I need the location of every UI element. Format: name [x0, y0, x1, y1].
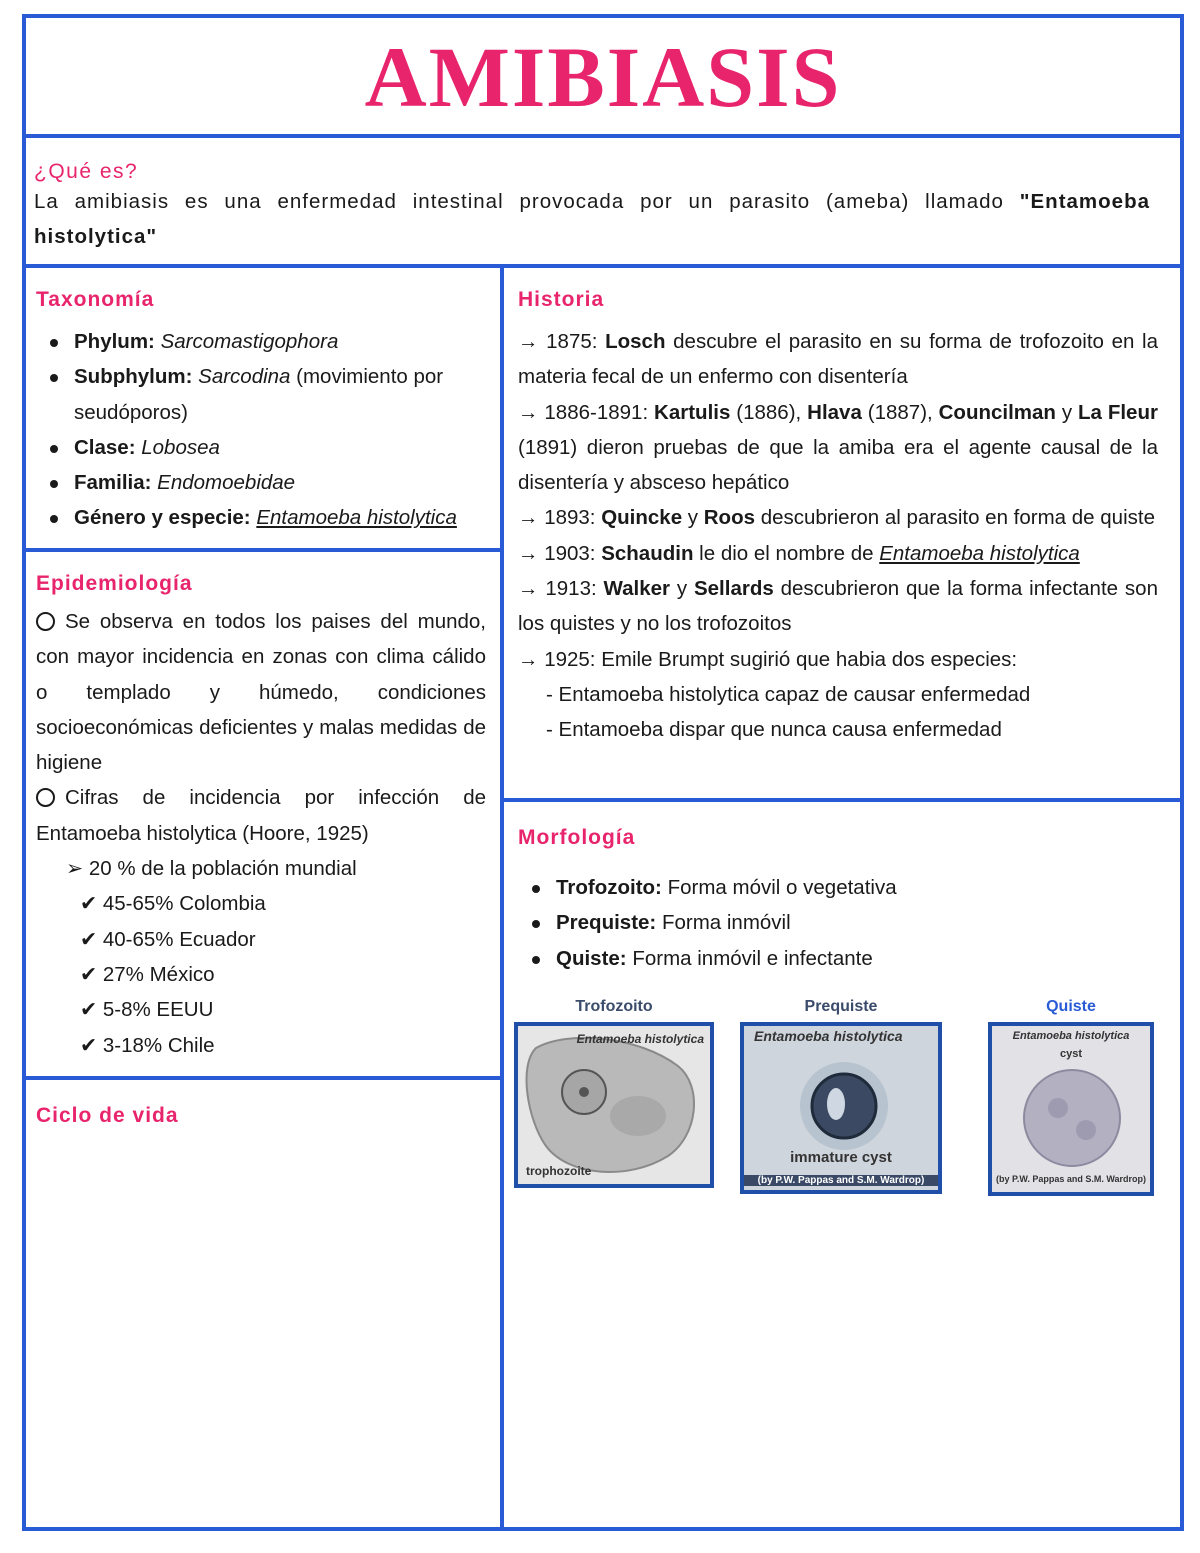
history-entry: → 1893: Quincke y Roos descubrieron al parasito en forma de quiste	[518, 506, 1155, 530]
figure-quiste	[988, 998, 1154, 1196]
list-item: Género y especie: Entamoeba histolytica	[36, 500, 486, 535]
ciclo-heading: Ciclo de vida	[36, 1104, 179, 1127]
epidemiologia-heading: Epidemiología	[36, 572, 193, 595]
figure-label: Trofozoito	[575, 998, 653, 1015]
historia-heading: Historia	[518, 288, 605, 311]
list-item: ✔ 3-18% Chile	[80, 1033, 215, 1057]
taxonomia-box	[22, 264, 504, 552]
morfologia-list	[518, 870, 1158, 976]
history-entry: → 1886-1891: Kartulis (1886), Hlava (1887), Councilman y La Fleur (1891) dieron pruebas de que la amiba era el agente causal de la disentería y absceso hepático	[518, 400, 1158, 495]
figure-caption: (by P.W. Pappas and S.M. Wardrop)	[744, 1175, 938, 1186]
taxonomia-heading: Taxonomía	[36, 288, 155, 311]
history-sub-item: - Entamoeba dispar que nunca causa enfermedad	[546, 718, 1002, 742]
figure-label: Quiste	[1046, 998, 1096, 1015]
circle-icon	[36, 788, 55, 807]
list-item: Subphylum: Sarcodina (movimiento por seudóporos)	[36, 359, 486, 430]
list-item: Prequiste: Forma inmóvil	[518, 905, 1158, 940]
list-item: ✔ 40-65% Ecuador	[80, 927, 256, 951]
figure-caption: cyst	[1059, 1048, 1083, 1060]
global-incidence: ➢ 20 % de la población mundial	[66, 857, 357, 881]
list-item: ✔ 5-8% EEUU	[80, 998, 214, 1022]
epidemiologia-box	[22, 548, 504, 1080]
historia-box	[500, 264, 1184, 802]
epidemiologia-para-1: Se observa en todos los paises del mundo, con mayor incidencia en zonas con clima cálido o templado y húmedo, condiciones socioeconómicas deficientes y malas medidas de higiene	[36, 610, 486, 775]
epidemiologia-para-2: Cifras de incidencia por infección de Entamoeba histolytica (Hoore, 1925)	[36, 786, 486, 845]
list-item: Quiste: Forma inmóvil e infectante	[518, 941, 1158, 976]
figure-caption: (by P.W. Pappas and S.M. Wardrop)	[995, 1174, 1147, 1184]
list-item: ✔ 45-65% Colombia	[80, 892, 266, 916]
trofozoite-drawing	[518, 1026, 710, 1184]
country-list	[36, 886, 486, 1062]
history-entry: → 1875: Losch descubre el parasito en su forma de trofozoito en la materia fecal de un enfermo con disentería	[518, 330, 1158, 389]
quiste-image	[988, 1022, 1154, 1196]
title-box	[22, 14, 1184, 138]
list-item: Familia: Endomoebidae	[36, 465, 486, 500]
morfologia-heading: Morfología	[518, 826, 636, 849]
figure-caption: Entamoeba histolytica	[576, 1032, 704, 1046]
list-item: Phylum: Sarcomastigophora	[36, 324, 486, 359]
que-es-heading: ¿Qué es?	[34, 160, 139, 183]
list-item: Clase: Lobosea	[36, 430, 486, 465]
figure-caption: immature cyst	[790, 1149, 892, 1166]
que-es-box	[22, 134, 1184, 268]
list-item: ✔ 27% México	[80, 962, 215, 986]
figure-label: Prequiste	[804, 998, 878, 1015]
figure-prequiste	[740, 998, 942, 1194]
history-entry: → 1913: Walker y Sellards descubrieron que la forma infectante son los quistes y no los trofozoitos	[518, 577, 1158, 636]
figure-trofozoito	[514, 998, 714, 1188]
figure-caption: trophozoite	[526, 1164, 592, 1178]
que-es-text: La amibiasis es una enfermedad intestinal provocada por un parasito (ameba) llamado "Entamoeba histolytica"	[34, 190, 1150, 249]
morfologia-box	[500, 798, 1184, 1531]
circle-icon	[36, 612, 55, 631]
list-item: Trofozoito: Forma móvil o vegetativa	[518, 870, 1158, 905]
page-title: AMIBIASIS	[364, 29, 842, 125]
history-entry: → 1903: Schaudin le dio el nombre de Entamoeba histolytica	[518, 541, 1080, 565]
history-entry: → 1925: Emile Brumpt sugirió que habia dos especies:	[518, 647, 1018, 671]
figure-caption: Entamoeba histolytica	[1012, 1030, 1130, 1042]
trofozoito-image	[514, 1022, 714, 1188]
prequiste-image	[740, 1022, 942, 1194]
taxonomia-list	[36, 324, 486, 536]
ciclo-box	[22, 1076, 504, 1531]
figure-caption: Entamoeba histolytica	[754, 1028, 903, 1044]
history-sub-item: - Entamoeba histolytica capaz de causar enfermedad	[546, 682, 1031, 706]
